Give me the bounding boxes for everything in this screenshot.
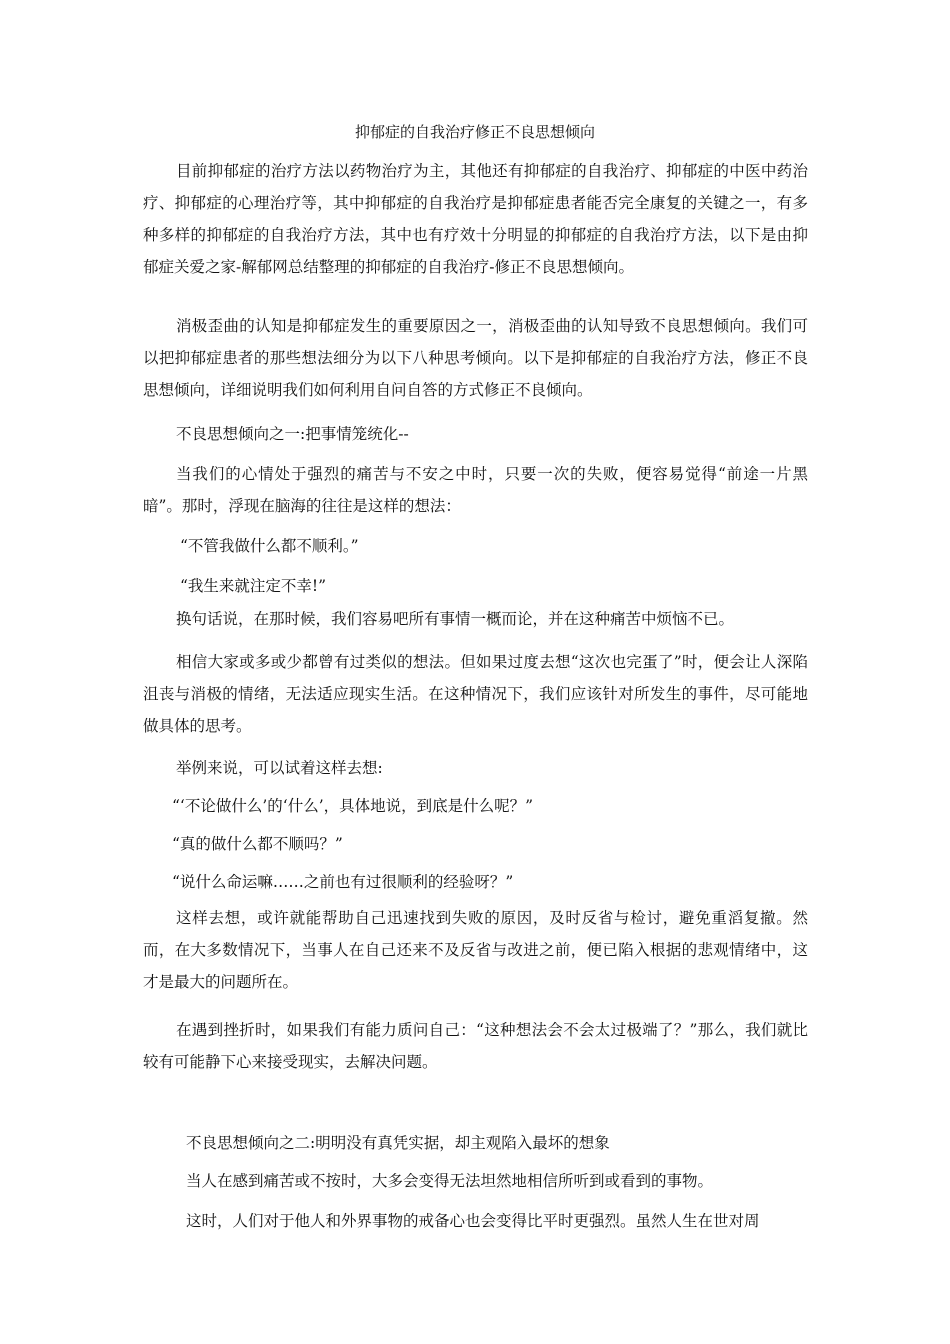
quote-line-2: “我生来就注定不幸!” — [180, 577, 327, 595]
quote-line-5: “说什么命运嘛……之前也有过很顺利的经验呀？” — [172, 873, 514, 891]
section-heading-2: 不良思想倾向之二:明明没有真凭实据，却主观陷入最坏的想象 — [186, 1134, 610, 1152]
paragraph-reflection: 这样去想，或许就能帮助自己迅速找到失败的原因，及时反省与检讨，避免重滔复撤。然而，在大多数情况下，当事人在自己还来不及反省与改进之前，便已陷入根据的悲观情绪中，这才是最大的问题所在。 — [143, 909, 808, 991]
paragraph-example: 举例来说，可以试着这样去想: — [176, 759, 383, 777]
paragraph-distrust: 当人在感到痛苦或不按时，大多会变得无法坦然地相信所听到或看到的事物。 — [186, 1172, 714, 1190]
paragraph-failure: 当我们的心情处于强烈的痛苦与不安之中时，只要一次的失败，便容易觉得“前途一片黑暗”。那时，浮现在脑海的往往是这样的想法： — [143, 465, 808, 515]
paragraph-vigilance: 这时，人们对于他人和外界事物的戒备心也会变得比平时更强烈。虽然人生在世对周 — [186, 1212, 760, 1230]
document-title: 抑郁症的自我治疗修正不良思想倾向 — [354, 123, 595, 141]
paragraph-setback: 在遇到挫折时，如果我们有能力质问自己：“这种想法会不会太过极端了？”那么，我们就比较有可能静下心来接受现实，去解决问题。 — [143, 1021, 808, 1071]
quote-line-1: “不管我做什么都不顺利。” — [180, 537, 359, 555]
section-heading-1: 不良思想倾向之一:把事情笼统化-- — [176, 425, 409, 443]
paragraph-intro: 目前抑郁症的治疗方法以药物治疗为主，其他还有抑郁症的自我治疗、抑郁症的中医中药治疗、抑郁症的心理治疗等，其中抑郁症的自我治疗是抑郁症患者能否完全康复的关键之一，有多种多样的抑郁症的自我治疗方法，其中也有疗效十分明显的抑郁症的自我治疗方法，以下是由抑郁症关爱之家-解郁网总结整理的抑郁症的自我治疗-修正不良思想倾向。 — [143, 162, 808, 276]
quote-line-4: “真的做什么都不顺吗？” — [172, 835, 343, 853]
paragraph-cognition: 消极歪曲的认知是抑郁症发生的重要原因之一，消极歪曲的认知导致不良思想倾向。我们可以把抑郁症患者的那些想法细分为以下八种思考倾向。以下是抑郁症的自我治疗方法，修正不良思想倾向，详细说明我们如何利用自问自答的方式修正不良倾向。 — [143, 317, 808, 399]
quote-line-3: “‘不论做什么’的‘什么’，具体地说，到底是什么呢？” — [172, 797, 534, 815]
paragraph-similar-thoughts: 相信大家或多或少都曾有过类似的想法。但如果过度去想“这次也完蛋了”时，便会让人深陷沮丧与消极的情绪，无法适应现实生活。在这种情况下，我们应该针对所发生的事件，尽可能地做具体的思考。 — [143, 653, 808, 735]
paragraph-generalize: 换句话说，在那时候，我们容易吧所有事情一概而论，并在这种痛苦中烦恼不已。 — [176, 610, 735, 628]
